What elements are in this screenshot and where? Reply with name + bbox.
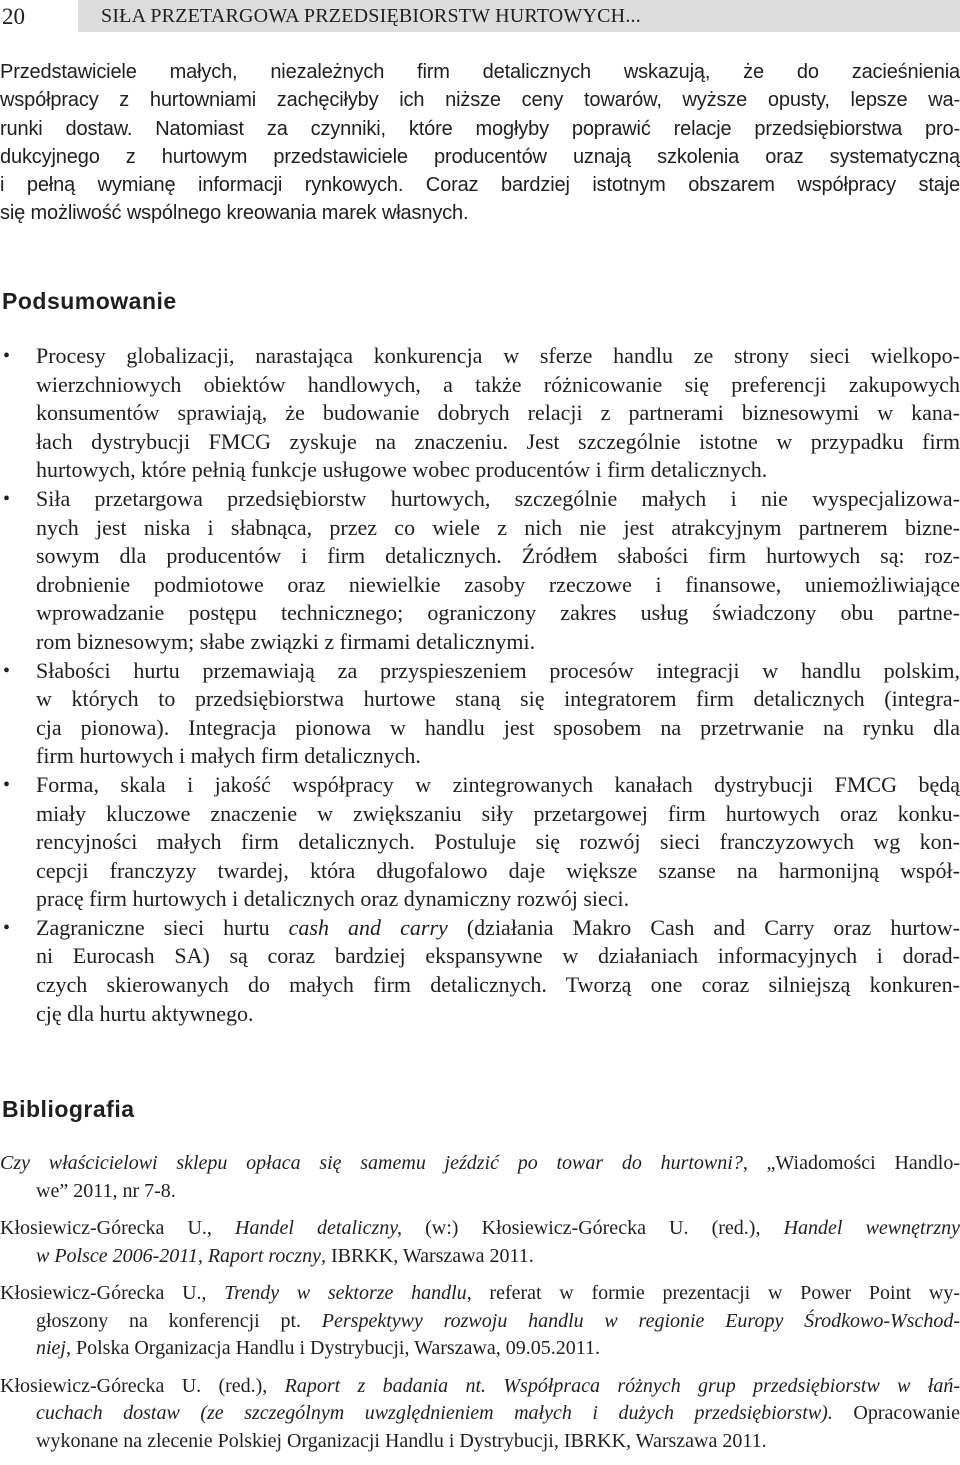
text-line: wierzchniowych obiektów handlowych, a także różnicowanie się preferencji zakupowych bbox=[36, 371, 960, 397]
text-line: się możliwość wspólnego kreowania marek własnych. bbox=[0, 202, 469, 225]
page-number: 20 bbox=[0, 0, 78, 36]
text-line: Czy właścicielowi sklepu opłaca się samemu jeździć po towar do hurtowni?, „Wiadomości Handlo- bbox=[0, 1152, 960, 1174]
text-line: • Zagraniczne sieci hurtu cash and carry (działania Makro Cash and Carry oraz hurtow- bbox=[36, 914, 960, 940]
intro-paragraph bbox=[0, 58, 960, 228]
text-line: firm hurtowych i małych firm detalicznych. bbox=[36, 743, 421, 769]
text-line: pracę firm hurtowych i detalicznych oraz dynamiczny rozwój sieci. bbox=[36, 886, 630, 912]
text-line: cję dla hurtu aktywnego. bbox=[36, 1000, 254, 1026]
summary-bullet bbox=[0, 771, 960, 914]
page-header bbox=[0, 0, 960, 44]
text-line: cepcji franczyzy twardej, która długofalowo daje większe szanse na harmonijną współ- bbox=[36, 857, 960, 883]
text-line: współpracy z hurtowniami zachęciłyby ich niższe ceny towarów, wyższe opusty, lepsze wa- bbox=[0, 89, 960, 112]
summary-bullet bbox=[0, 914, 960, 1028]
text-line: hurtowych, które pełnią funkcje usługowe wobec producentów i firm detalicznych. bbox=[36, 457, 768, 483]
text-line: łach dystrybucji FMCG zyskuje na znaczeniu. Jest szczególnie istotne w przypadku firm bbox=[36, 428, 960, 454]
text-line: runki dostaw. Natomiast za czynniki, które mogłyby poprawić relacje przedsiębiorstwa pro- bbox=[0, 117, 960, 140]
text-line: Kłosiewicz-Górecka U. (red.), Raport z badania nt. Współpraca różnych grup przedsiębiorstw w łań- bbox=[0, 1374, 960, 1397]
text-line: cuchach dostaw (ze szczególnym uwzględnieniem małych i dużych przedsiębiorstw). Opracowanie bbox=[36, 1402, 960, 1424]
text-line: • Siła przetargowa przedsiębiorstw hurtowych, szczególnie małych i nie wyspecjalizowa- bbox=[36, 485, 960, 511]
text-line: cja pionowa). Integracja pionowa w handlu jest sposobem na przetrwanie na rynku dla bbox=[36, 714, 960, 740]
summary-list bbox=[0, 342, 960, 1028]
text-line: czych skierowanych do małych firm detalicznych. Tworzą one coraz silniejszą konkuren- bbox=[36, 972, 960, 998]
text-line: • Forma, skala i jakość współpracy w zintegrowanych kanałach dystrybucji FMCG będą bbox=[36, 771, 960, 797]
bibliography-entry bbox=[0, 1150, 960, 1205]
bibliography-heading: Bibliografia bbox=[2, 1096, 135, 1122]
summary-heading: Podsumowanie bbox=[2, 288, 177, 314]
summary-bullet bbox=[0, 342, 960, 485]
text-line: rom biznesowym; słabe związki z firmami detalicznymi. bbox=[36, 628, 536, 654]
running-title: SIŁA PRZETARGOWA PRZEDSIĘBIORSTW HURTOWYCH... bbox=[101, 5, 641, 27]
summary-bullet bbox=[0, 485, 960, 657]
text-line: wykonane na zlecenie Polskiej Organizacji Handlu i Dystrybucji, IBRKK, Warszawa 2011. bbox=[36, 1429, 767, 1452]
text-line: Kłosiewicz-Górecka U., Trendy w sektorze handlu, referat w formie prezentacji w Power Point wy- bbox=[0, 1282, 960, 1304]
text-line: ni Eurocash SA) są coraz bardziej ekspansywne w działaniach informacyjnych i dorad- bbox=[36, 943, 960, 969]
bibliography-entry bbox=[0, 1215, 960, 1270]
summary-bullet bbox=[0, 657, 960, 771]
text-line: • Słabości hurtu przemawiają za przyspieszeniem procesów integracji w handlu polskim, bbox=[36, 657, 960, 683]
text-line: Kłosiewicz-Górecka U., Handel detaliczny, (w:) Kłosiewicz-Górecka U. (red.), Handel wewnętrzny bbox=[0, 1217, 960, 1239]
text-line: konsumentów sprawiają, że budowanie dobrych relacji z partnerami biznesowymi w kana- bbox=[36, 400, 960, 426]
bibliography-entry bbox=[0, 1373, 960, 1456]
text-line: dukcyjnego z hurtowym przedstawiciele producentów uznają szkolenia oraz systematyczną bbox=[0, 145, 960, 168]
text-line: drobnienie podmiotowe oraz niewielkie zasoby rzeczowe i finansowe, uniemożliwiające bbox=[36, 571, 960, 597]
text-line: • Procesy globalizacji, narastająca konkurencja w sferze handlu ze strony sieci wielkopo- bbox=[36, 343, 960, 368]
text-line: nych jest niska i słabnąca, przez co wiele z nich nie jest atrakcyjnym partnerem bizne- bbox=[36, 514, 960, 540]
text-line: sowym dla producentów i firm detalicznych. Źródłem słabości firm hurtowych są: roz- bbox=[36, 543, 960, 569]
text-line: i pełną wymianę informacji rynkowych. Coraz bardziej istotnym obszarem współpracy staje bbox=[0, 174, 960, 197]
text-line: niej, Polska Organizacja Handlu i Dystrybucji, Warszawa, 09.05.2011. bbox=[36, 1337, 601, 1359]
text-line: wprowadzanie postępu technicznego; ograniczony zakres usług świadczony obu partne- bbox=[36, 600, 960, 626]
text-line: rencyjności małych firm detalicznych. Postuluje się rozwój sieci franczyzowych wg kon- bbox=[36, 829, 960, 855]
text-line: we” 2011, nr 7-8. bbox=[36, 1179, 176, 1202]
bibliography-list bbox=[0, 1150, 960, 1465]
text-line: w których to przedsiębiorstwa hurtowe staną się integratorem firm detalicznych (integra- bbox=[36, 686, 960, 712]
text-line: głoszony na konferencji pt. Perspektywy rozwoju handlu w regionie Europy Środkowo-Wschod- bbox=[36, 1309, 960, 1332]
text-line: miały kluczowe znaczenie w zwiększaniu siły przetargowej firm hurtowych oraz konku- bbox=[36, 800, 960, 826]
bibliography-entry bbox=[0, 1280, 960, 1363]
text-line: Przedstawiciele małych, niezależnych firm detalicznych wskazują, że do zacieśnienia bbox=[0, 61, 960, 83]
text-line: w Polsce 2006-2011, Raport roczny, IBRKK, Warszawa 2011. bbox=[36, 1244, 534, 1267]
